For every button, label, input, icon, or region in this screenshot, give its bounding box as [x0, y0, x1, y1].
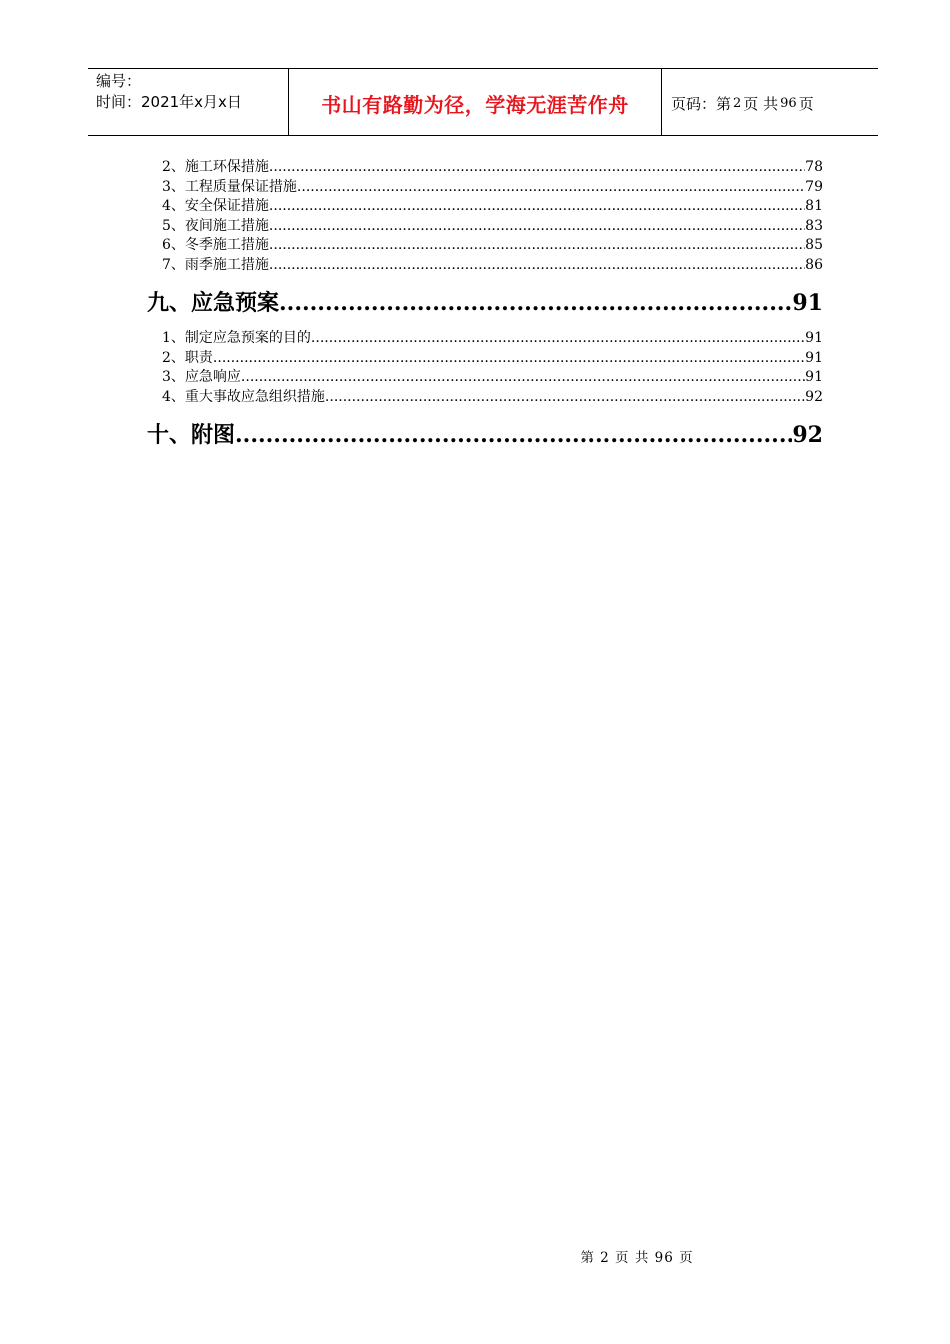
toc-leader [279, 289, 792, 317]
header-meta-cell [88, 69, 289, 135]
toc-item-label: 3、工程质量保证措施 [162, 178, 297, 195]
toc-chapter-label: 十、附图 [147, 422, 236, 448]
toc-leader [311, 329, 805, 349]
toc-item-page: 91 [805, 330, 823, 346]
toc-item-label: 2、施工环保措施 [162, 159, 269, 175]
toc-item[interactable] [147, 329, 823, 349]
header-page-mid: 页 共 [743, 94, 779, 113]
toc-leader [241, 368, 805, 388]
toc-item[interactable] [147, 197, 823, 217]
toc-item-label: 7、雨季施工措施 [162, 256, 269, 273]
toc-item[interactable] [147, 349, 823, 369]
toc-item-label: 4、安全保证措施 [162, 198, 269, 214]
header-page-current: 2 [733, 95, 742, 111]
toc-item-label: 4、重大事故应急组织措施 [162, 388, 325, 405]
header-page-cell [662, 69, 878, 135]
toc-chapter-page: 91 [792, 290, 823, 316]
toc-item-page: 91 [805, 369, 823, 385]
toc-section-8-items [147, 158, 823, 275]
toc-item[interactable] [147, 368, 823, 388]
page-header [88, 68, 878, 136]
toc-item-page: 91 [805, 349, 823, 366]
toc-item[interactable] [147, 256, 823, 276]
toc-leader [325, 388, 805, 408]
toc-item-label: 2、职责 [162, 349, 213, 366]
toc-section-9-items [147, 329, 823, 407]
toc-item-page: 83 [805, 217, 823, 234]
toc-leader [235, 421, 792, 449]
toc-chapter-9 [147, 289, 823, 317]
header-page-suffix: 页 [798, 94, 814, 113]
toc-leader [213, 349, 805, 369]
toc-item-label: 5、夜间施工措施 [162, 217, 269, 234]
header-page-total: 96 [780, 95, 797, 111]
toc-leader [269, 256, 805, 276]
toc-item[interactable] [147, 236, 823, 256]
toc-item-label: 1、制定应急预案的目的 [162, 330, 311, 346]
toc-leader [269, 236, 805, 256]
toc-item[interactable] [147, 178, 823, 198]
toc-chapter-page: 92 [792, 422, 823, 448]
toc-leader [269, 217, 805, 237]
toc-item[interactable] [147, 158, 823, 178]
toc-item[interactable] [147, 388, 823, 408]
toc-chapter-entry[interactable] [147, 289, 823, 317]
header-page-prefix: 页码：第 [671, 94, 732, 113]
document-time-label: 时间：2021年x月x日 [96, 93, 242, 111]
header-motto: 书山有路勤为径，学海无涯苦作舟 [321, 92, 629, 117]
toc-leader [297, 178, 805, 198]
toc-item-label: 6、冬季施工措施 [162, 237, 269, 253]
toc-leader [269, 158, 805, 178]
toc-item-page: 92 [805, 388, 823, 405]
toc-item[interactable] [147, 217, 823, 237]
toc-item-page: 78 [805, 159, 823, 175]
toc-item-page: 85 [805, 237, 823, 253]
toc-chapter-10 [147, 421, 823, 449]
toc-leader [269, 197, 805, 217]
toc-chapter-entry[interactable] [147, 421, 823, 449]
toc-item-page: 81 [805, 198, 823, 214]
document-number-label: 编号： [96, 72, 142, 90]
page-footer: 第 2 页 共 96 页 [580, 1250, 694, 1266]
header-motto-cell [289, 69, 662, 135]
toc-item-page: 79 [805, 178, 823, 195]
toc-item-label: 3、应急响应 [162, 369, 241, 385]
toc-item-page: 86 [805, 256, 823, 273]
toc-chapter-label: 九、应急预案 [147, 290, 280, 316]
